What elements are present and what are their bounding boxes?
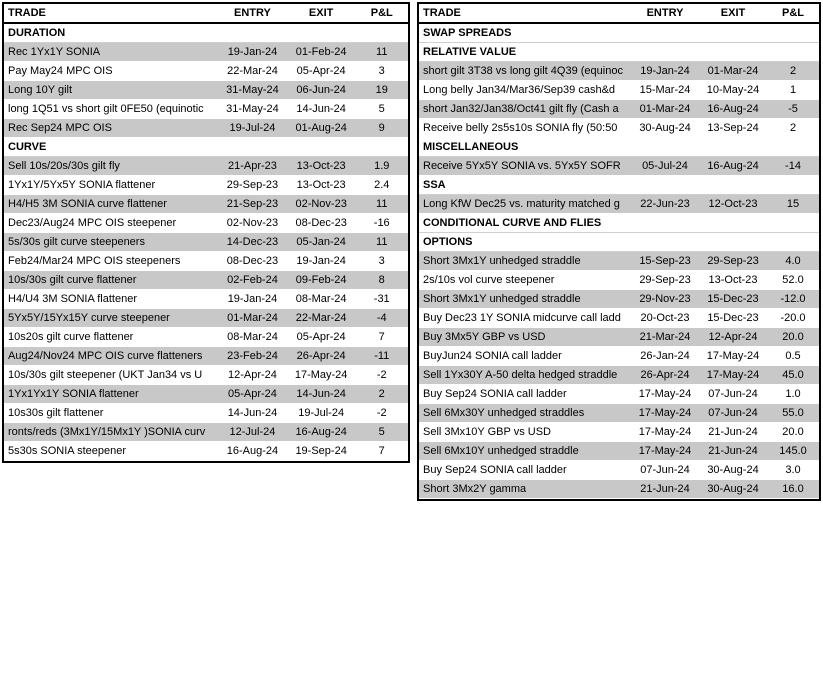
cell-exit: 01-Aug-24 [287, 118, 356, 137]
table-row[interactable] [419, 460, 819, 479]
cell-exit: 29-Sep-23 [699, 251, 767, 270]
table-row[interactable] [4, 99, 408, 118]
cell-trade: short gilt 3T38 vs long gilt 4Q39 (equinoc [419, 61, 631, 80]
left-trade-table-panel [2, 2, 410, 463]
table-row[interactable] [4, 194, 408, 213]
section-header-label: RELATIVE VALUE [419, 42, 819, 61]
table-row[interactable] [4, 384, 408, 403]
column-header-entry: ENTRY [631, 4, 699, 23]
cell-entry: 26-Jan-24 [631, 346, 699, 365]
cell-pl: 16.0 [767, 479, 819, 498]
table-row[interactable] [4, 251, 408, 270]
table-row[interactable] [4, 213, 408, 232]
cell-exit: 13-Sep-24 [699, 118, 767, 137]
cell-exit: 09-Feb-24 [287, 270, 356, 289]
cell-entry: 17-May-24 [631, 441, 699, 460]
cell-exit: 12-Apr-24 [699, 327, 767, 346]
cell-entry: 16-Aug-24 [218, 441, 287, 460]
table-row[interactable] [419, 479, 819, 498]
section-header-row [419, 232, 819, 251]
table-row[interactable] [4, 232, 408, 251]
cell-trade: ronts/reds (3Mx1Y/15Mx1Y )SONIA curv [4, 422, 218, 441]
section-header-row [419, 137, 819, 156]
column-header-pl: P&L [355, 4, 408, 23]
cell-entry: 29-Sep-23 [218, 175, 287, 194]
cell-exit: 08-Dec-23 [287, 213, 356, 232]
cell-exit: 07-Jun-24 [699, 384, 767, 403]
cell-trade: Sell 1Yx30Y A-50 delta hedged straddle [419, 365, 631, 384]
column-header-exit: EXIT [699, 4, 767, 23]
table-row[interactable] [4, 289, 408, 308]
cell-trade: Buy 3Mx5Y GBP vs USD [419, 327, 631, 346]
cell-exit: 10-May-24 [699, 80, 767, 99]
cell-exit: 05-Jan-24 [287, 232, 356, 251]
cell-pl: -20.0 [767, 308, 819, 327]
table-row[interactable] [4, 42, 408, 61]
cell-trade: Rec 1Yx1Y SONIA [4, 42, 218, 61]
cell-entry: 17-May-24 [631, 384, 699, 403]
cell-trade: Sell 6Mx30Y unhedged straddles [419, 403, 631, 422]
table-row[interactable] [419, 61, 819, 80]
cell-exit: 14-Jun-24 [287, 99, 356, 118]
table-row[interactable] [4, 365, 408, 384]
cell-pl: 7 [355, 441, 408, 460]
cell-pl: 19 [355, 80, 408, 99]
right-trade-table [419, 4, 819, 499]
column-header-entry: ENTRY [218, 4, 287, 23]
cell-pl: 11 [355, 232, 408, 251]
cell-exit: 19-Jul-24 [287, 403, 356, 422]
section-header-label: DURATION [4, 23, 408, 42]
cell-pl: 11 [355, 194, 408, 213]
column-header-pl: P&L [767, 4, 819, 23]
table-row[interactable] [419, 156, 819, 175]
cell-trade: Receive 5Yx5Y SONIA vs. 5Yx5Y SOFR [419, 156, 631, 175]
table-row[interactable] [4, 403, 408, 422]
cell-exit: 13-Oct-23 [287, 156, 356, 175]
cell-entry: 31-May-24 [218, 99, 287, 118]
table-header-row [4, 4, 408, 23]
cell-pl: 3 [355, 251, 408, 270]
cell-trade: Long belly Jan34/Mar36/Sep39 cash&d [419, 80, 631, 99]
cell-pl: 20.0 [767, 327, 819, 346]
cell-entry: 12-Apr-24 [218, 365, 287, 384]
cell-pl: 3.0 [767, 460, 819, 479]
cell-entry: 17-May-24 [631, 403, 699, 422]
table-row[interactable] [4, 327, 408, 346]
cell-exit: 12-Oct-23 [699, 194, 767, 213]
section-header-label: OPTIONS [419, 232, 819, 251]
cell-exit: 05-Apr-24 [287, 327, 356, 346]
cell-exit: 13-Oct-23 [287, 175, 356, 194]
cell-trade: 5s30s SONIA steepener [4, 441, 218, 460]
section-header-row [4, 23, 408, 42]
cell-entry: 21-Jun-24 [631, 479, 699, 498]
cell-pl: 2 [355, 384, 408, 403]
cell-pl: 2.4 [355, 175, 408, 194]
cell-trade: Long KfW Dec25 vs. maturity matched g [419, 194, 631, 213]
table-row[interactable] [419, 403, 819, 422]
cell-exit: 05-Apr-24 [287, 61, 356, 80]
cell-trade: Long 10Y gilt [4, 80, 218, 99]
cell-pl: 1.0 [767, 384, 819, 403]
cell-exit: 17-May-24 [287, 365, 356, 384]
right-table-body [419, 4, 819, 498]
cell-pl: 5 [355, 422, 408, 441]
table-row[interactable] [419, 99, 819, 118]
cell-pl: 8 [355, 270, 408, 289]
section-header-row [419, 42, 819, 61]
section-header-row [4, 137, 408, 156]
table-row[interactable] [4, 80, 408, 99]
cell-pl: -12.0 [767, 289, 819, 308]
cell-exit: 15-Dec-23 [699, 289, 767, 308]
cell-exit: 06-Jun-24 [287, 80, 356, 99]
cell-trade: 10s30s gilt flattener [4, 403, 218, 422]
cell-trade: Buy Dec23 1Y SONIA midcurve call ladd [419, 308, 631, 327]
left-table-body [4, 4, 408, 460]
cell-trade: Dec23/Aug24 MPC OIS steepener [4, 213, 218, 232]
cell-pl: 5 [355, 99, 408, 118]
cell-exit: 15-Dec-23 [699, 308, 767, 327]
cell-entry: 01-Mar-24 [218, 308, 287, 327]
cell-trade: Short 3Mx1Y unhedged straddle [419, 289, 631, 308]
cell-exit: 22-Mar-24 [287, 308, 356, 327]
column-header-trade: TRADE [419, 4, 631, 23]
cell-pl: -5 [767, 99, 819, 118]
cell-entry: 20-Oct-23 [631, 308, 699, 327]
cell-exit: 07-Jun-24 [699, 403, 767, 422]
table-row[interactable] [419, 270, 819, 289]
cell-trade: 1Yx1Yx1Y SONIA flattener [4, 384, 218, 403]
cell-pl: 11 [355, 42, 408, 61]
cell-entry: 29-Nov-23 [631, 289, 699, 308]
cell-entry: 15-Sep-23 [631, 251, 699, 270]
section-header-label: SSA [419, 175, 819, 194]
cell-trade: Sell 6Mx10Y unhedged straddle [419, 441, 631, 460]
cell-entry: 02-Feb-24 [218, 270, 287, 289]
cell-entry: 14-Jun-24 [218, 403, 287, 422]
cell-trade: Pay May24 MPC OIS [4, 61, 218, 80]
table-row[interactable] [4, 175, 408, 194]
cell-entry: 26-Apr-24 [631, 365, 699, 384]
cell-entry: 21-Apr-23 [218, 156, 287, 175]
cell-trade: H4/H5 3M SONIA curve flattener [4, 194, 218, 213]
cell-pl: 3 [355, 61, 408, 80]
cell-pl: 2 [767, 61, 819, 80]
table-row[interactable] [419, 289, 819, 308]
cell-entry: 30-Aug-24 [631, 118, 699, 137]
cell-trade: Buy Sep24 SONIA call ladder [419, 460, 631, 479]
cell-trade: Feb24/Mar24 MPC OIS steepeners [4, 251, 218, 270]
section-header-label: SWAP SPREADS [419, 23, 819, 42]
cell-exit: 19-Jan-24 [287, 251, 356, 270]
cell-pl: 15 [767, 194, 819, 213]
cell-trade: long 1Q51 vs short gilt 0FE50 (equinotic [4, 99, 218, 118]
cell-exit: 01-Feb-24 [287, 42, 356, 61]
cell-trade: 5Yx5Y/15Yx15Y curve steepener [4, 308, 218, 327]
cell-trade: Buy Sep24 SONIA call ladder [419, 384, 631, 403]
cell-exit: 16-Aug-24 [287, 422, 356, 441]
table-row[interactable] [419, 118, 819, 137]
cell-pl: -11 [355, 346, 408, 365]
table-row[interactable] [419, 346, 819, 365]
cell-exit: 16-Aug-24 [699, 156, 767, 175]
table-row[interactable] [419, 384, 819, 403]
table-row[interactable] [4, 270, 408, 289]
cell-trade: Short 3Mx1Y unhedged straddle [419, 251, 631, 270]
table-row[interactable] [4, 308, 408, 327]
cell-entry: 15-Mar-24 [631, 80, 699, 99]
cell-exit: 01-Mar-24 [699, 61, 767, 80]
cell-trade: 10s/30s gilt curve flattener [4, 270, 218, 289]
cell-trade: 1Yx1Y/5Yx5Y SONIA flattener [4, 175, 218, 194]
section-header-label: CURVE [4, 137, 408, 156]
table-row[interactable] [419, 80, 819, 99]
table-row[interactable] [4, 156, 408, 175]
cell-pl: 2 [767, 118, 819, 137]
cell-pl: 45.0 [767, 365, 819, 384]
cell-entry: 19-Jan-24 [218, 289, 287, 308]
cell-trade: BuyJun24 SONIA call ladder [419, 346, 631, 365]
cell-pl: 4.0 [767, 251, 819, 270]
column-header-exit: EXIT [287, 4, 356, 23]
left-trade-table [4, 4, 408, 461]
table-row[interactable] [4, 346, 408, 365]
cell-trade: 10s/30s gilt steepener (UKT Jan34 vs U [4, 365, 218, 384]
cell-entry: 21-Mar-24 [631, 327, 699, 346]
cell-trade: Short 3Mx2Y gamma [419, 479, 631, 498]
cell-trade: 5s/30s gilt curve steepeners [4, 232, 218, 251]
cell-entry: 29-Sep-23 [631, 270, 699, 289]
cell-trade: Sell 3Mx10Y GBP vs USD [419, 422, 631, 441]
cell-exit: 19-Sep-24 [287, 441, 356, 460]
cell-trade: short Jan32/Jan38/Oct41 gilt fly (Cash a [419, 99, 631, 118]
cell-exit: 21-Jun-24 [699, 422, 767, 441]
table-row[interactable] [4, 61, 408, 80]
cell-entry: 08-Mar-24 [218, 327, 287, 346]
cell-exit: 30-Aug-24 [699, 460, 767, 479]
cell-trade: H4/U4 3M SONIA flattener [4, 289, 218, 308]
cell-entry: 01-Mar-24 [631, 99, 699, 118]
cell-entry: 08-Dec-23 [218, 251, 287, 270]
cell-pl: -16 [355, 213, 408, 232]
cell-entry: 19-Jan-24 [218, 42, 287, 61]
table-row[interactable] [419, 422, 819, 441]
cell-entry: 02-Nov-23 [218, 213, 287, 232]
cell-trade: 10s20s gilt curve flattener [4, 327, 218, 346]
cell-pl: -4 [355, 308, 408, 327]
cell-pl: -14 [767, 156, 819, 175]
cell-exit: 16-Aug-24 [699, 99, 767, 118]
cell-entry: 14-Dec-23 [218, 232, 287, 251]
table-header-row [419, 4, 819, 23]
section-header-label: MISCELLANEOUS [419, 137, 819, 156]
cell-exit: 13-Oct-23 [699, 270, 767, 289]
column-header-trade: TRADE [4, 4, 218, 23]
cell-entry: 19-Jan-24 [631, 61, 699, 80]
cell-pl: 52.0 [767, 270, 819, 289]
table-row[interactable] [4, 118, 408, 137]
section-header-row [419, 175, 819, 194]
cell-pl: 7 [355, 327, 408, 346]
cell-entry: 19-Jul-24 [218, 118, 287, 137]
cell-pl: 0.5 [767, 346, 819, 365]
cell-trade: Sell 10s/20s/30s gilt fly [4, 156, 218, 175]
table-row[interactable] [419, 327, 819, 346]
section-header-row [419, 213, 819, 232]
table-row[interactable] [419, 441, 819, 460]
cell-pl: 55.0 [767, 403, 819, 422]
cell-pl: -2 [355, 403, 408, 422]
cell-exit: 08-Mar-24 [287, 289, 356, 308]
cell-entry: 22-Jun-23 [631, 194, 699, 213]
cell-exit: 14-Jun-24 [287, 384, 356, 403]
cell-entry: 31-May-24 [218, 80, 287, 99]
cell-entry: 12-Jul-24 [218, 422, 287, 441]
cell-exit: 21-Jun-24 [699, 441, 767, 460]
cell-trade: Aug24/Nov24 MPC OIS curve flatteners [4, 346, 218, 365]
table-row[interactable] [419, 194, 819, 213]
cell-exit: 17-May-24 [699, 365, 767, 384]
section-header-label: CONDITIONAL CURVE AND FLIES [419, 213, 819, 232]
cell-pl: 1 [767, 80, 819, 99]
cell-exit: 30-Aug-24 [699, 479, 767, 498]
table-row[interactable] [4, 441, 408, 460]
cell-pl: 145.0 [767, 441, 819, 460]
cell-entry: 22-Mar-24 [218, 61, 287, 80]
cell-entry: 23-Feb-24 [218, 346, 287, 365]
cell-pl: -31 [355, 289, 408, 308]
cell-entry: 21-Sep-23 [218, 194, 287, 213]
table-row[interactable] [4, 422, 408, 441]
table-row[interactable] [419, 308, 819, 327]
cell-pl: 9 [355, 118, 408, 137]
cell-entry: 17-May-24 [631, 422, 699, 441]
table-row[interactable] [419, 251, 819, 270]
table-row[interactable] [419, 365, 819, 384]
cell-exit: 02-Nov-23 [287, 194, 356, 213]
cell-trade: 2s/10s vol curve steepener [419, 270, 631, 289]
cell-entry: 05-Jul-24 [631, 156, 699, 175]
cell-entry: 07-Jun-24 [631, 460, 699, 479]
cell-trade: Receive belly 2s5s10s SONIA fly (50:50 [419, 118, 631, 137]
right-trade-table-panel [417, 2, 821, 501]
cell-exit: 17-May-24 [699, 346, 767, 365]
cell-entry: 05-Apr-24 [218, 384, 287, 403]
cell-exit: 26-Apr-24 [287, 346, 356, 365]
cell-pl: 20.0 [767, 422, 819, 441]
section-header-row [419, 23, 819, 42]
cell-pl: 1.9 [355, 156, 408, 175]
cell-trade: Rec Sep24 MPC OIS [4, 118, 218, 137]
cell-pl: -2 [355, 365, 408, 384]
